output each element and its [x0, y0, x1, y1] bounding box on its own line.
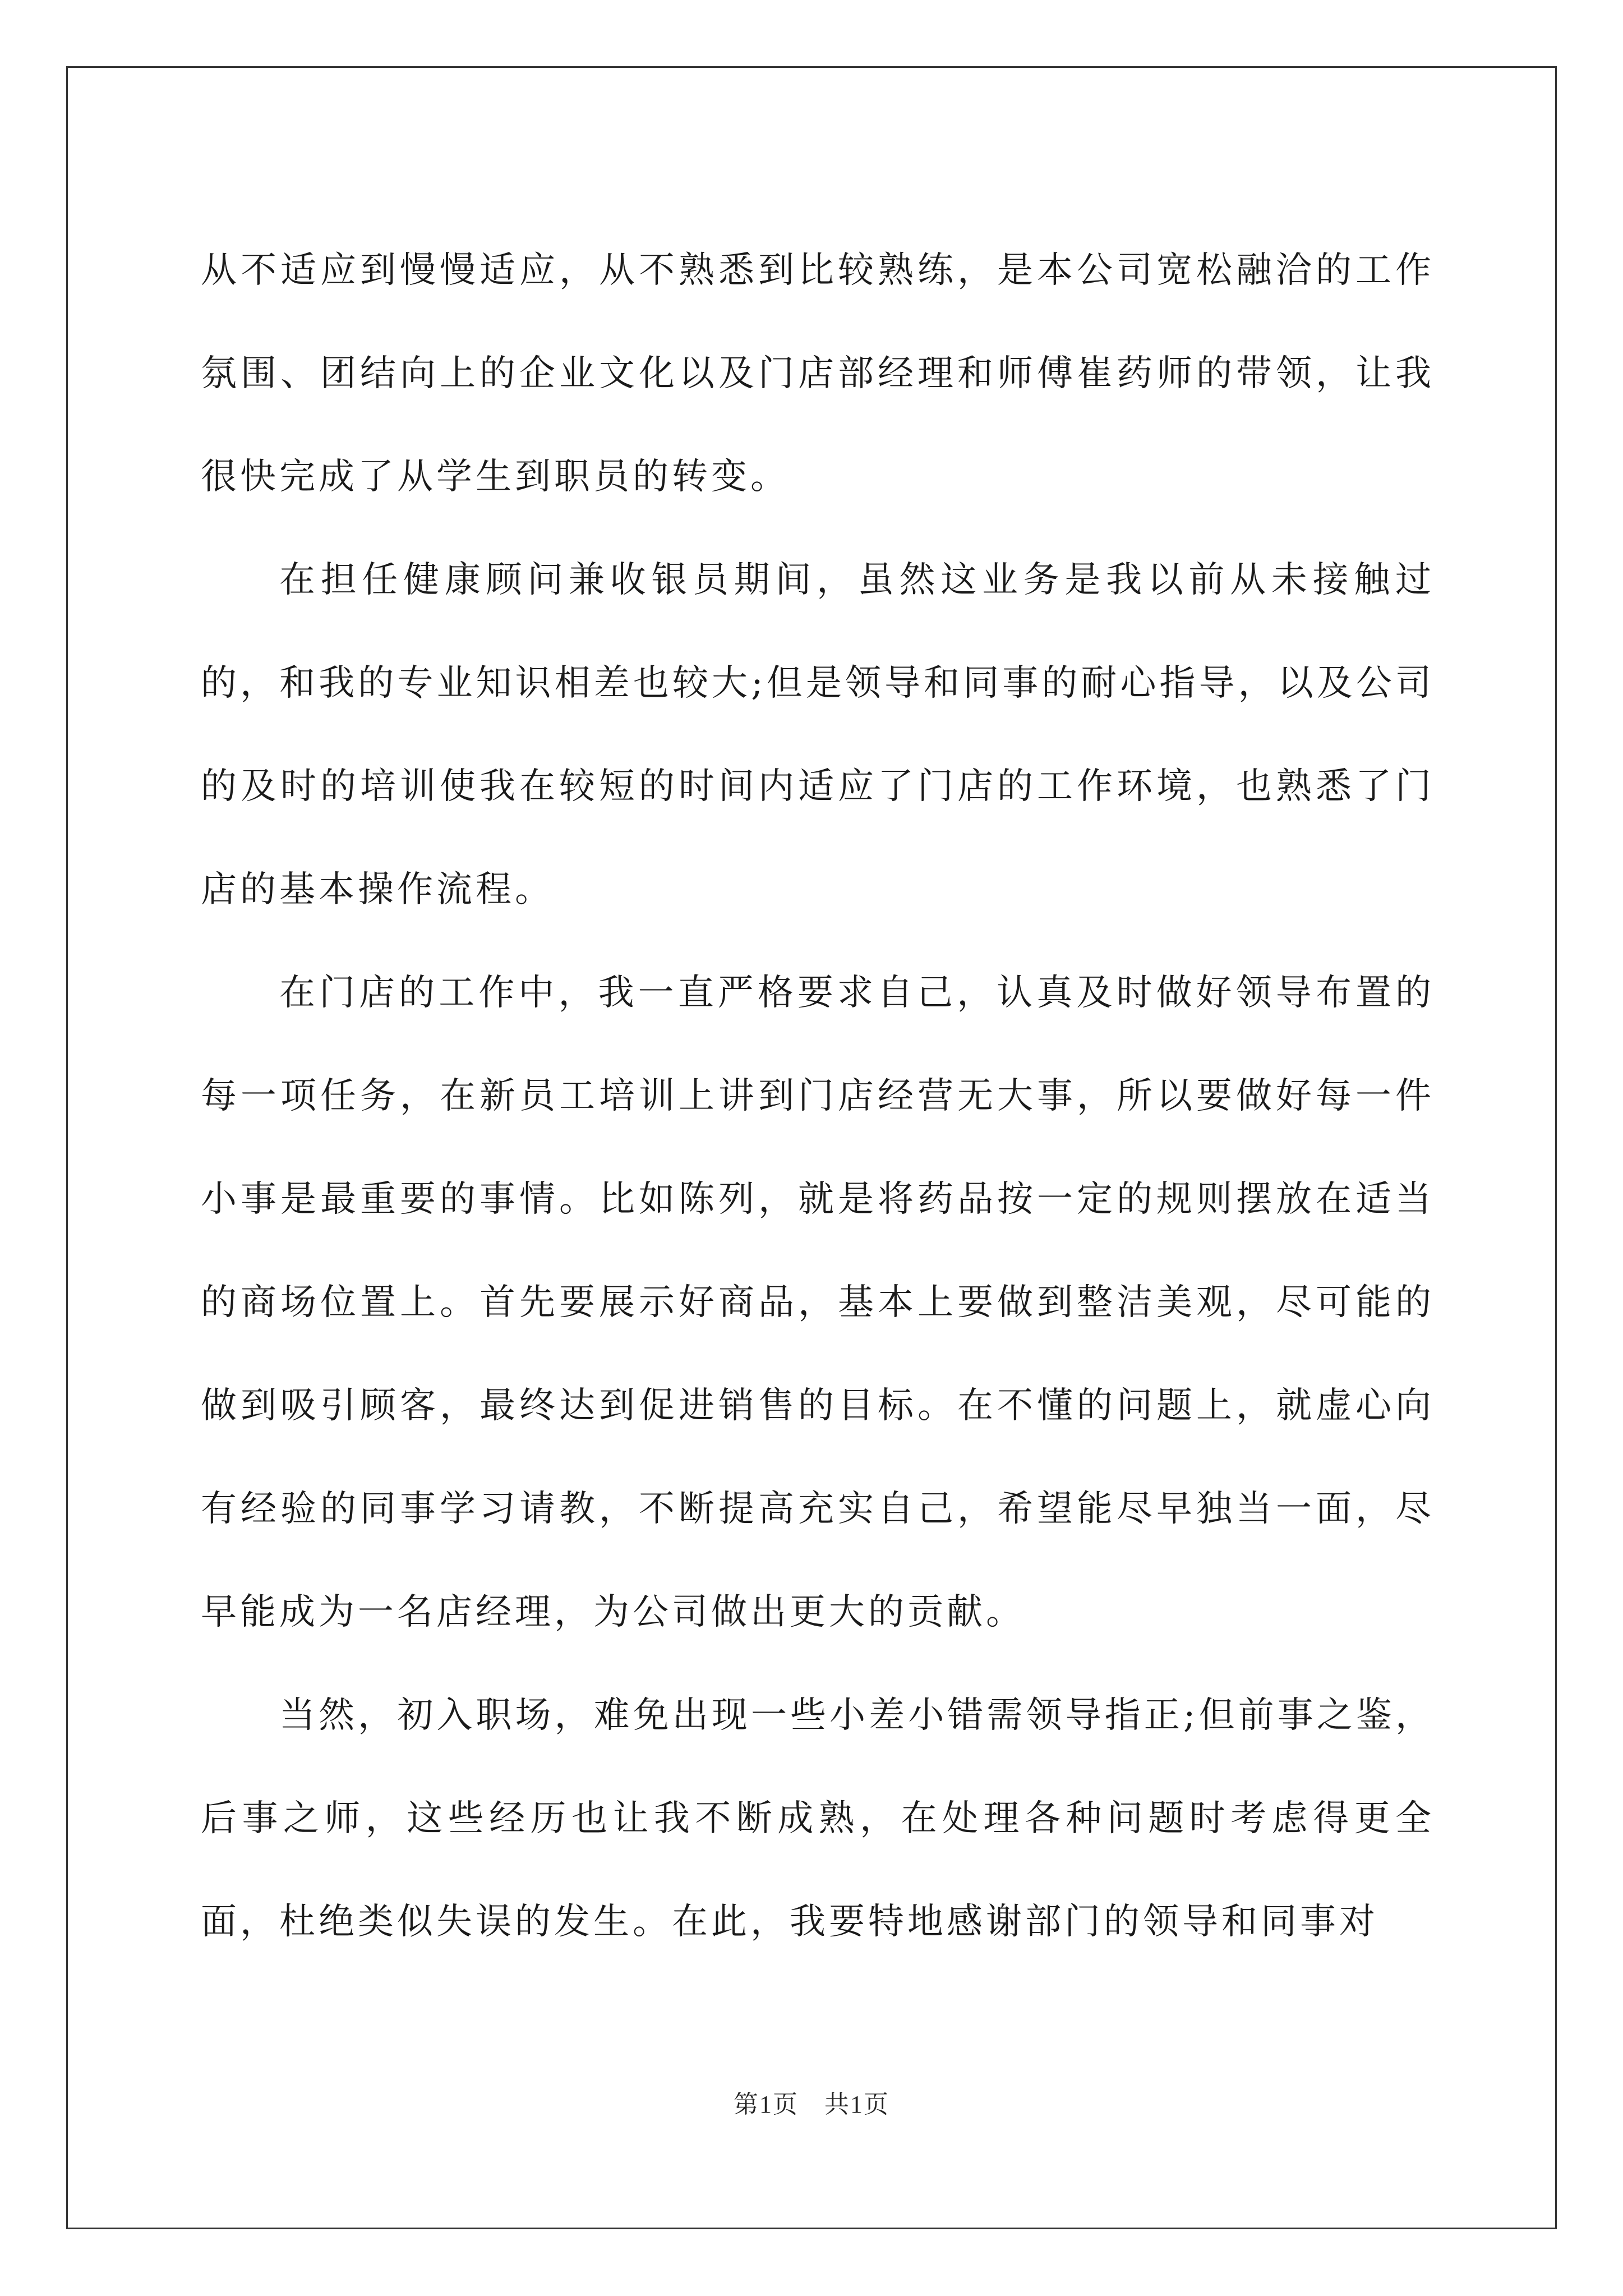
- paragraph-1: 从不适应到慢慢适应，从不熟悉到比较熟练，是本公司宽松融洽的工作氛围、团结向上的企业文化以及门店部经理和师傅崔药师的带领，让我很快完成了从学生到职员的转变。: [201, 250, 1435, 498]
- page-number-footer: 第1页 共1页: [734, 2091, 889, 2118]
- document-body: [201, 219, 1435, 1973]
- paragraph-4: 当然，初入职场，难免出现一些小差小错需领导指正;但前事之鉴，后事之师，这些经历也让我不断成熟，在处理各种问题时考虑得更全面，杜绝类似失误的发生。在此，我要特地感谢部门的领导和同事对: [201, 1695, 1435, 1943]
- paragraph-3: 在门店的工作中，我一直严格要求自己，认真及时做好领导布置的每一项任务，在新员工培训上讲到门店经营无大事，所以要做好每一件小事是最重要的事情。比如陈列，就是将药品按一定的规则摆放在适当的商场位置上。首先要展示好商品，基本上要做到整洁美观，尽可能的做到吸引顾客，最终达到促进销售的目标。在不懂的问题上，就虚心向有经验的同事学习请教，不断提高充实自己，希望能尽早独当一面，尽早能成为一名店经理，为公司做出更大的贡献。: [201, 972, 1435, 1633]
- paragraph-2: 在担任健康顾问兼收银员期间，虽然这业务是我以前从未接触过的，和我的专业知识相差也较大;但是领导和同事的耐心指导，以及公司的及时的培训使我在较短的时间内适应了门店的工作环境，也熟悉了门店的基本操作流程。: [201, 559, 1435, 910]
